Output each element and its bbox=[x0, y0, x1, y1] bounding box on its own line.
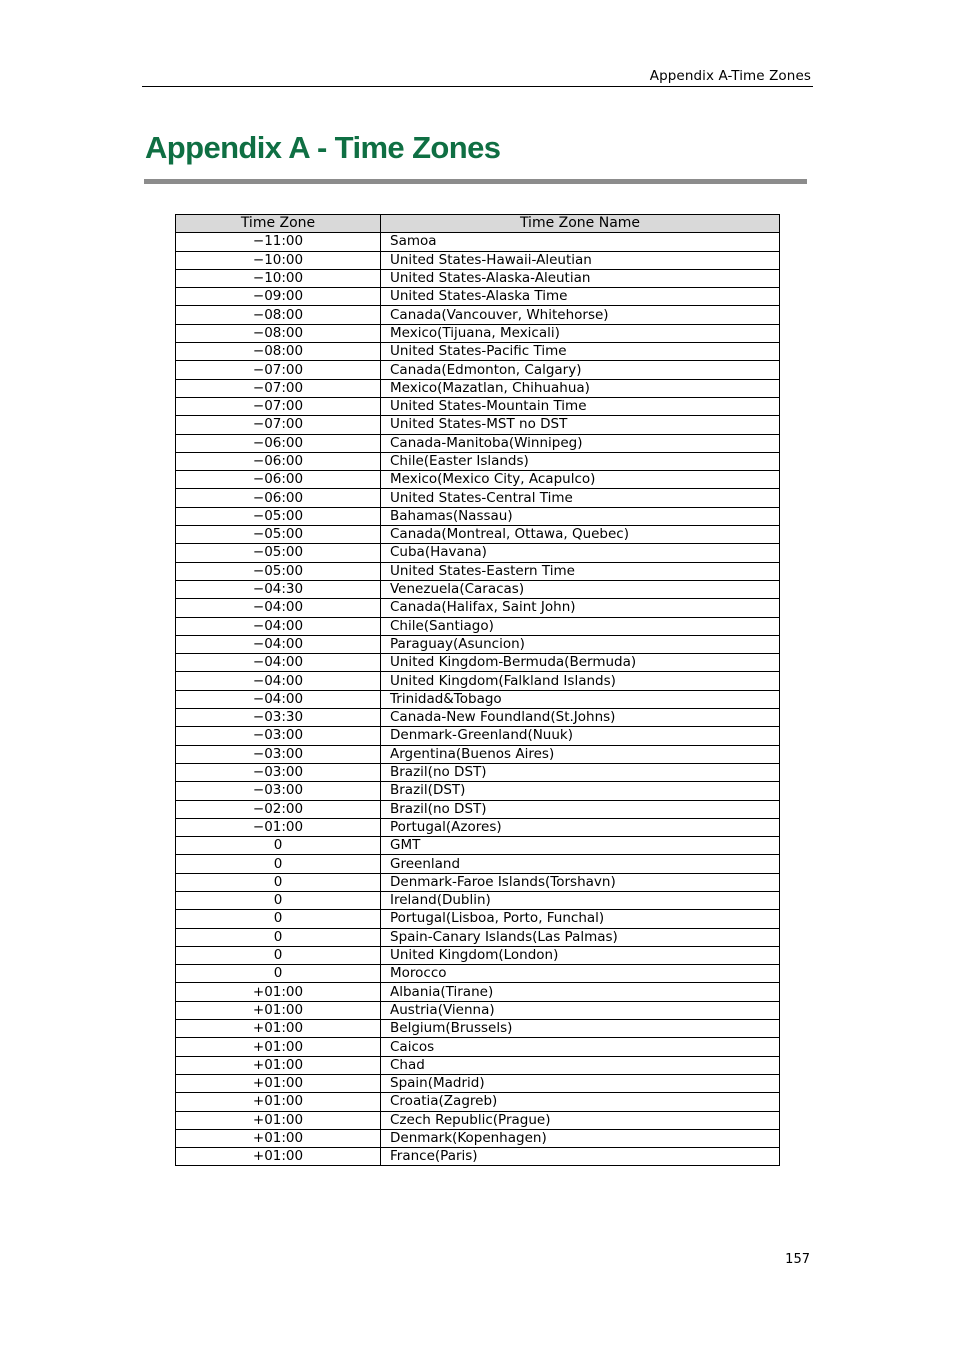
time-zone-offset: −05:00 bbox=[176, 562, 381, 580]
table-row bbox=[176, 928, 780, 946]
table-row bbox=[176, 397, 780, 415]
time-zone-name: Venezuela(Caracas) bbox=[381, 580, 780, 598]
time-zone-name: Paraguay(Asuncion) bbox=[381, 635, 780, 653]
time-zone-name: France(Paris) bbox=[381, 1148, 780, 1166]
time-zone-name: Portugal(Azores) bbox=[381, 818, 780, 836]
time-zone-name: United States-MST no DST bbox=[381, 416, 780, 434]
time-zone-name: Chile(Santiago) bbox=[381, 617, 780, 635]
time-zone-offset: −08:00 bbox=[176, 306, 381, 324]
table-row bbox=[176, 1056, 780, 1074]
time-zone-name: Brazil(no DST) bbox=[381, 800, 780, 818]
time-zone-offset: +01:00 bbox=[176, 1111, 381, 1129]
time-zone-offset: −09:00 bbox=[176, 288, 381, 306]
table-row bbox=[176, 818, 780, 836]
time-zone-name: Canada-New Foundland(St.Johns) bbox=[381, 709, 780, 727]
time-zone-offset: −04:00 bbox=[176, 672, 381, 690]
time-zone-offset: +01:00 bbox=[176, 1093, 381, 1111]
time-zone-name: United States-Hawaii-Aleutian bbox=[381, 251, 780, 269]
time-zone-offset: −08:00 bbox=[176, 324, 381, 342]
table-row bbox=[176, 873, 780, 891]
time-zone-offset: +01:00 bbox=[176, 983, 381, 1001]
time-zone-name: Canada(Edmonton, Calgary) bbox=[381, 361, 780, 379]
time-zone-name: Greenland bbox=[381, 855, 780, 873]
table-row bbox=[176, 617, 780, 635]
table-row bbox=[176, 965, 780, 983]
table-row bbox=[176, 471, 780, 489]
time-zone-offset: −05:00 bbox=[176, 507, 381, 525]
time-zone-name: United States-Mountain Time bbox=[381, 397, 780, 415]
table-row bbox=[176, 233, 780, 251]
time-zone-offset: −06:00 bbox=[176, 489, 381, 507]
time-zone-name: Cuba(Havana) bbox=[381, 544, 780, 562]
time-zone-offset: −06:00 bbox=[176, 434, 381, 452]
time-zone-offset: −07:00 bbox=[176, 397, 381, 415]
time-zone-name: Portugal(Lisboa, Porto, Funchal) bbox=[381, 910, 780, 928]
time-zone-name: Denmark(Kopenhagen) bbox=[381, 1129, 780, 1147]
time-zone-offset: −03:30 bbox=[176, 709, 381, 727]
table-row bbox=[176, 782, 780, 800]
time-zone-table bbox=[175, 214, 780, 1166]
time-zone-offset: −04:00 bbox=[176, 617, 381, 635]
time-zone-name: Albania(Tirane) bbox=[381, 983, 780, 1001]
table-row bbox=[176, 745, 780, 763]
title-rule bbox=[144, 179, 807, 184]
table-row bbox=[176, 635, 780, 653]
time-zone-offset: −04:00 bbox=[176, 690, 381, 708]
time-zone-name: Denmark-Greenland(Nuuk) bbox=[381, 727, 780, 745]
time-zone-offset: 0 bbox=[176, 965, 381, 983]
time-zone-offset: −04:30 bbox=[176, 580, 381, 598]
table-row bbox=[176, 343, 780, 361]
time-zone-name: Morocco bbox=[381, 965, 780, 983]
table-row bbox=[176, 269, 780, 287]
time-zone-offset: +01:00 bbox=[176, 1038, 381, 1056]
table-row bbox=[176, 672, 780, 690]
time-zone-name: Trinidad&Tobago bbox=[381, 690, 780, 708]
time-zone-offset: −04:00 bbox=[176, 635, 381, 653]
time-zone-name: Chile(Easter Islands) bbox=[381, 452, 780, 470]
time-zone-offset: −10:00 bbox=[176, 251, 381, 269]
time-zone-name: United Kingdom(Falkland Islands) bbox=[381, 672, 780, 690]
table-row bbox=[176, 599, 780, 617]
time-zone-name: Spain(Madrid) bbox=[381, 1074, 780, 1092]
table-row bbox=[176, 855, 780, 873]
time-zone-name: Mexico(Tijuana, Mexicali) bbox=[381, 324, 780, 342]
time-zone-name: Brazil(DST) bbox=[381, 782, 780, 800]
table-row bbox=[176, 452, 780, 470]
table-row bbox=[176, 324, 780, 342]
table-row bbox=[176, 1038, 780, 1056]
table-row bbox=[176, 837, 780, 855]
table-header-row bbox=[176, 215, 780, 233]
time-zone-offset: −02:00 bbox=[176, 800, 381, 818]
table-row bbox=[176, 1129, 780, 1147]
time-zone-offset: −03:00 bbox=[176, 745, 381, 763]
time-zone-offset: −06:00 bbox=[176, 471, 381, 489]
time-zone-offset: 0 bbox=[176, 873, 381, 891]
page-number: 157 bbox=[785, 1252, 810, 1267]
table-row bbox=[176, 1001, 780, 1019]
table-row bbox=[176, 1020, 780, 1038]
time-zone-name: United Kingdom(London) bbox=[381, 946, 780, 964]
time-zone-name: Brazil(no DST) bbox=[381, 763, 780, 781]
time-zone-offset: +01:00 bbox=[176, 1020, 381, 1038]
table-row bbox=[176, 727, 780, 745]
time-zone-offset: 0 bbox=[176, 855, 381, 873]
time-zone-name: Bahamas(Nassau) bbox=[381, 507, 780, 525]
time-zone-name: Chad bbox=[381, 1056, 780, 1074]
table-row bbox=[176, 361, 780, 379]
column-header-time-zone: Time Zone bbox=[176, 215, 381, 233]
time-zone-offset: −05:00 bbox=[176, 544, 381, 562]
time-zone-offset: +01:00 bbox=[176, 1056, 381, 1074]
running-header bbox=[142, 64, 813, 87]
time-zone-name: GMT bbox=[381, 837, 780, 855]
table-row bbox=[176, 654, 780, 672]
table-row bbox=[176, 507, 780, 525]
time-zone-name: United States-Alaska-Aleutian bbox=[381, 269, 780, 287]
time-zone-name: Samoa bbox=[381, 233, 780, 251]
table-row bbox=[176, 580, 780, 598]
time-zone-offset: −11:00 bbox=[176, 233, 381, 251]
time-zone-name: Canada-Manitoba(Winnipeg) bbox=[381, 434, 780, 452]
table-row bbox=[176, 562, 780, 580]
time-zone-name: Argentina(Buenos Aires) bbox=[381, 745, 780, 763]
time-zone-offset: −07:00 bbox=[176, 379, 381, 397]
time-zone-offset: 0 bbox=[176, 910, 381, 928]
time-zone-offset: −08:00 bbox=[176, 343, 381, 361]
table-row bbox=[176, 489, 780, 507]
time-zone-offset: −03:00 bbox=[176, 763, 381, 781]
table-row bbox=[176, 526, 780, 544]
table-row bbox=[176, 288, 780, 306]
time-zone-name: Canada(Halifax, Saint John) bbox=[381, 599, 780, 617]
table-row bbox=[176, 544, 780, 562]
table-row bbox=[176, 434, 780, 452]
time-zone-offset: −07:00 bbox=[176, 416, 381, 434]
time-zone-offset: +01:00 bbox=[176, 1148, 381, 1166]
table-body bbox=[176, 233, 780, 1166]
time-zone-offset: −03:00 bbox=[176, 727, 381, 745]
time-zone-offset: 0 bbox=[176, 891, 381, 909]
time-zone-name: Mexico(Mazatlan, Chihuahua) bbox=[381, 379, 780, 397]
table-row bbox=[176, 416, 780, 434]
time-zone-name: Mexico(Mexico City, Acapulco) bbox=[381, 471, 780, 489]
time-zone-name: Canada(Vancouver, Whitehorse) bbox=[381, 306, 780, 324]
table-row bbox=[176, 800, 780, 818]
time-zone-name: Denmark-Faroe Islands(Torshavn) bbox=[381, 873, 780, 891]
time-zone-offset: −03:00 bbox=[176, 782, 381, 800]
table-row bbox=[176, 251, 780, 269]
time-zone-name: Spain-Canary Islands(Las Palmas) bbox=[381, 928, 780, 946]
time-zone-name: United States-Alaska Time bbox=[381, 288, 780, 306]
table-row bbox=[176, 763, 780, 781]
table-row bbox=[176, 1148, 780, 1166]
table-row bbox=[176, 891, 780, 909]
time-zone-offset: +01:00 bbox=[176, 1129, 381, 1147]
page-title: Appendix A - Time Zones bbox=[145, 130, 501, 165]
time-zone-name: Austria(Vienna) bbox=[381, 1001, 780, 1019]
time-zone-offset: −07:00 bbox=[176, 361, 381, 379]
time-zone-name: Croatia(Zagreb) bbox=[381, 1093, 780, 1111]
time-zone-offset: +01:00 bbox=[176, 1074, 381, 1092]
table-row bbox=[176, 690, 780, 708]
time-zone-offset: −05:00 bbox=[176, 526, 381, 544]
time-zone-name: United States-Pacific Time bbox=[381, 343, 780, 361]
table-row bbox=[176, 709, 780, 727]
time-zone-offset: +01:00 bbox=[176, 1001, 381, 1019]
table-row bbox=[176, 946, 780, 964]
time-zone-name: United Kingdom-Bermuda(Bermuda) bbox=[381, 654, 780, 672]
table-row bbox=[176, 306, 780, 324]
table-row bbox=[176, 1074, 780, 1092]
time-zone-offset: −04:00 bbox=[176, 599, 381, 617]
table-row bbox=[176, 910, 780, 928]
time-zone-name: Ireland(Dublin) bbox=[381, 891, 780, 909]
time-zone-offset: 0 bbox=[176, 946, 381, 964]
time-zone-offset: −06:00 bbox=[176, 452, 381, 470]
time-zone-offset: −10:00 bbox=[176, 269, 381, 287]
time-zone-offset: 0 bbox=[176, 928, 381, 946]
time-zone-offset: 0 bbox=[176, 837, 381, 855]
running-header-title: Appendix A-Time Zones bbox=[649, 68, 811, 84]
time-zone-offset: −01:00 bbox=[176, 818, 381, 836]
time-zone-name: Czech Republic(Prague) bbox=[381, 1111, 780, 1129]
time-zone-name: Canada(Montreal, Ottawa, Quebec) bbox=[381, 526, 780, 544]
time-zone-offset: −04:00 bbox=[176, 654, 381, 672]
time-zone-name: Belgium(Brussels) bbox=[381, 1020, 780, 1038]
table-row bbox=[176, 379, 780, 397]
table-row bbox=[176, 1111, 780, 1129]
column-header-time-zone-name: Time Zone Name bbox=[381, 215, 780, 233]
table-row bbox=[176, 1093, 780, 1111]
table-row bbox=[176, 983, 780, 1001]
time-zone-name: United States-Central Time bbox=[381, 489, 780, 507]
time-zone-name: United States-Eastern Time bbox=[381, 562, 780, 580]
time-zone-name: Caicos bbox=[381, 1038, 780, 1056]
